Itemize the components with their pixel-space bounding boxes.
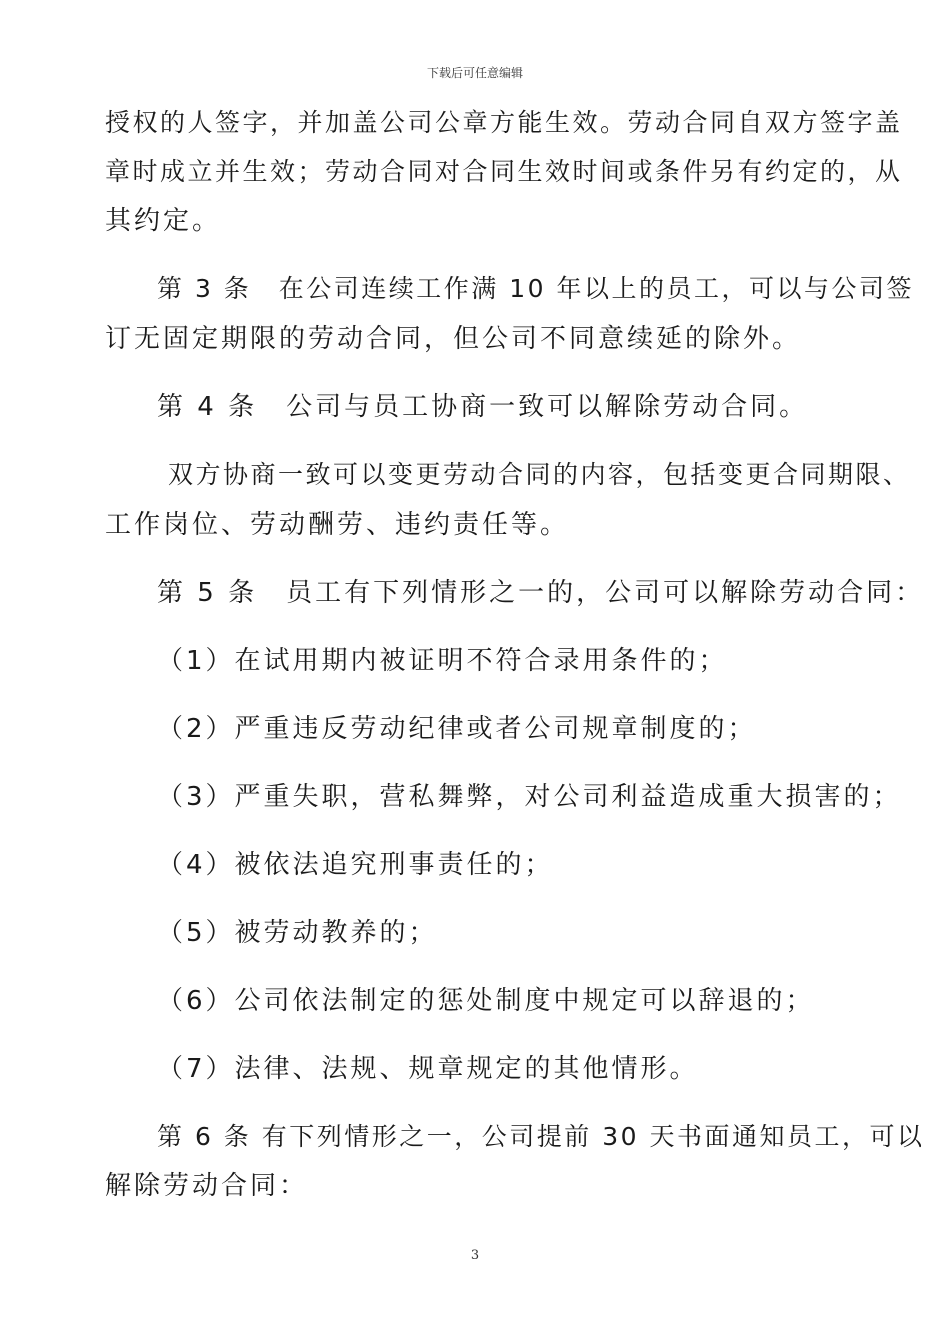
list-item: （5）被劳动教养的； [157, 918, 438, 948]
page-header: 下载后可任意编辑 [426, 66, 523, 80]
article-3-line: 第 3 条 在公司连续工作满 10 年以上的员工，可以与公司签 [157, 274, 915, 303]
paragraph-line: 双方协商一致可以变更劳动合同的内容，包括变更合同期限、 [168, 460, 911, 489]
article-4-line: 第 4 条 公司与员工协商一致可以解除劳动合同。 [157, 392, 809, 422]
list-item: （6）公司依法制定的惩处制度中规定可以辞退的； [157, 986, 815, 1016]
article-6-line: 第 6 条 有下列情形之一，公司提前 30 天书面通知员工，可以 [157, 1122, 925, 1151]
list-item: （2）严重违反劳动纪律或者公司规章制度的； [157, 714, 757, 744]
paragraph-line: 授权的人签字，并加盖公司公章方能生效。劳动合同自双方签字盖 [105, 108, 903, 137]
list-item: （4）被依法追究刑事责任的； [157, 850, 554, 880]
article-5-line: 第 5 条 员工有下列情形之一的，公司可以解除劳动合同： [157, 578, 925, 608]
paragraph-line: 章时成立并生效；劳动合同对合同生效时间或条件另有约定的，从 [105, 157, 903, 186]
article-3-line: 订无固定期限的劳动合同，但公司不同意续延的除外。 [105, 324, 802, 354]
list-item: （1）在试用期内被证明不符合录用条件的； [157, 646, 728, 676]
paragraph-line: 其约定。 [105, 206, 222, 236]
page-number: 3 [470, 1248, 480, 1263]
list-item: （3）严重失职，营私舞弊，对公司利益造成重大损害的； [157, 782, 902, 812]
paragraph-line: 工作岗位、劳动酬劳、违约责任等。 [105, 510, 570, 540]
list-item: （7）法律、法规、规章规定的其他情形。 [157, 1054, 699, 1084]
article-6-line: 解除劳动合同： [105, 1171, 309, 1201]
